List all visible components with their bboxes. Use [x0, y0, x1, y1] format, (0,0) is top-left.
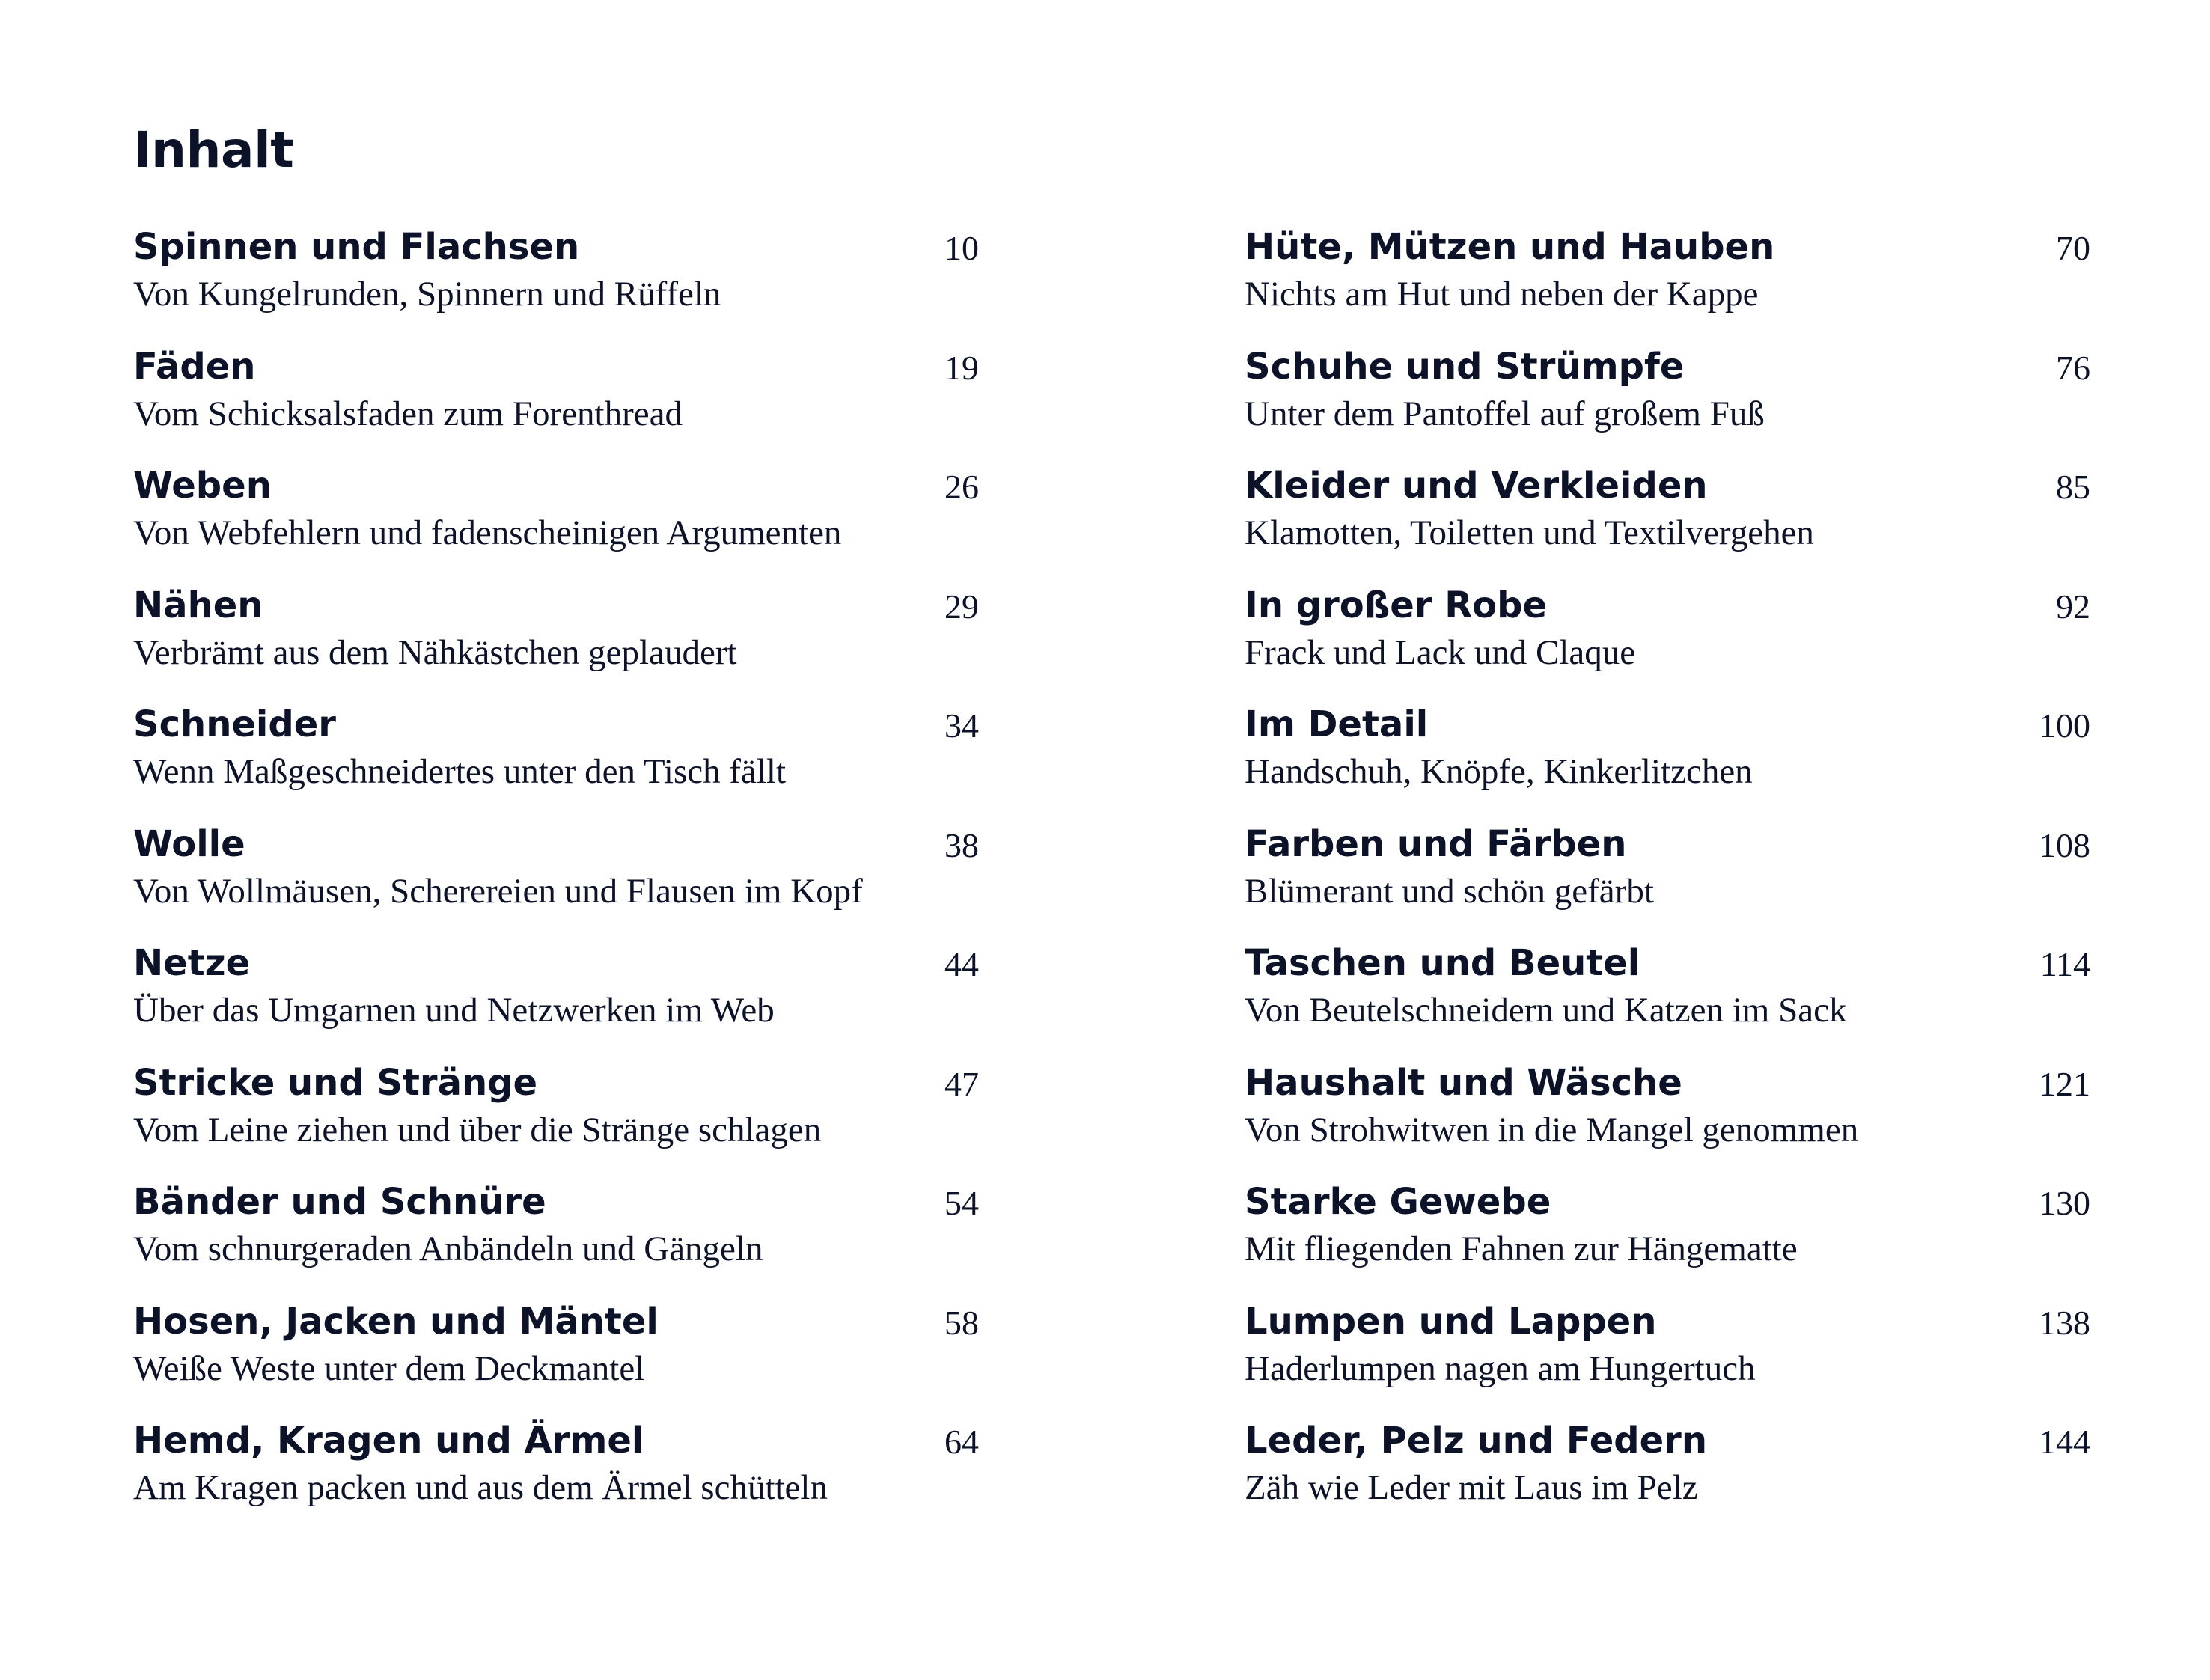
toc-entry-subtitle: Von Webfehlern und fadenscheinigen Argumenten — [133, 513, 842, 552]
toc-entry-subtitle: Klamotten, Toiletten und Textilvergehen — [1245, 513, 1814, 552]
toc-entry-title: Fäden — [133, 345, 256, 388]
toc-entry-title: Lumpen und Lappen — [1245, 1300, 1657, 1343]
toc-entry-page-number: 114 — [2039, 945, 2090, 983]
toc-column-left — [133, 223, 979, 1536]
toc-entry-subtitle: Handschuh, Knöpfe, Kinkerlitzchen — [1245, 752, 1753, 791]
toc-entry-title: Kleider und Verkleiden — [1245, 465, 1708, 507]
toc-entry-page-number: 130 — [2039, 1184, 2090, 1222]
toc-column-right — [1245, 223, 2090, 1536]
toc-entry-title: Weben — [133, 465, 272, 507]
toc-entry[interactable] — [1245, 1417, 2090, 1536]
toc-entry-subtitle: Wenn Maßgeschneidertes unter den Tisch fällt — [133, 752, 787, 791]
toc-entry-title: Stricke und Stränge — [133, 1061, 538, 1104]
toc-entry[interactable] — [1245, 1178, 2090, 1298]
toc-entry-page-number: 47 — [944, 1064, 979, 1103]
toc-entry-title: Im Detail — [1245, 703, 1429, 745]
toc-entry-title: Leder, Pelz und Federn — [1245, 1420, 1708, 1461]
toc-entry-title: Spinnen und Flachsen — [133, 226, 580, 268]
toc-entry-subtitle: Von Kungelrunden, Spinnern und Rüffeln — [133, 275, 721, 314]
toc-entry[interactable] — [133, 1298, 979, 1417]
toc-entry-page-number: 70 — [2056, 229, 2090, 267]
toc-entry[interactable] — [1245, 820, 2090, 940]
toc-entry-title: Bänder und Schnüre — [133, 1181, 546, 1223]
toc-entry-page-number: 76 — [2056, 348, 2090, 387]
toc-entry-page-number: 26 — [944, 468, 979, 506]
toc-entry-subtitle: Vom Leine ziehen und über die Stränge schlagen — [133, 1110, 822, 1149]
toc-entry-title: Farben und Färben — [1245, 822, 1627, 865]
toc-entry-page-number: 92 — [2056, 587, 2090, 626]
toc-entry-page-number: 108 — [2039, 825, 2090, 864]
toc-entry-page-number: 44 — [944, 945, 979, 983]
toc-entry[interactable] — [1245, 581, 2090, 701]
toc-entry-subtitle: Blümerant und schön gefärbt — [1245, 871, 1654, 911]
toc-entry[interactable] — [1245, 343, 2090, 462]
toc-entry-page-number: 54 — [944, 1184, 979, 1222]
toc-entry-title: Schuhe und Strümpfe — [1245, 345, 1685, 388]
toc-entry-page-number: 144 — [2039, 1423, 2090, 1461]
toc-entry-subtitle: Vom Schicksalsfaden zum Forenthread — [133, 394, 683, 433]
toc-entry-subtitle: Von Strohwitwen in die Mangel genommen — [1245, 1110, 1859, 1149]
toc-entry[interactable] — [133, 820, 979, 940]
toc-entry-title: Taschen und Beutel — [1245, 942, 1640, 984]
toc-entry-subtitle: Haderlumpen nagen am Hungertuch — [1245, 1348, 1756, 1388]
toc-entry-title: Wolle — [133, 822, 245, 865]
toc-entry-title: Starke Gewebe — [1245, 1181, 1551, 1223]
toc-entry-page-number: 100 — [2039, 706, 2090, 745]
toc-entry[interactable] — [1245, 1298, 2090, 1417]
toc-entry-page-number: 29 — [944, 587, 979, 626]
toc-entry-page-number: 121 — [2039, 1064, 2090, 1103]
toc-entry-title: Hüte, Mützen und Hauben — [1245, 226, 1775, 268]
toc-entry[interactable] — [133, 223, 979, 343]
toc-entry-subtitle: Unter dem Pantoffel auf großem Fuß — [1245, 394, 1765, 433]
toc-entry[interactable] — [1245, 939, 2090, 1059]
toc-entry-subtitle: Am Kragen packen und aus dem Ärmel schütteln — [133, 1468, 828, 1507]
toc-entry-subtitle: Über das Umgarnen und Netzwerken im Web — [133, 991, 775, 1030]
toc-entry-page-number: 38 — [944, 825, 979, 864]
toc-entry[interactable] — [133, 1417, 979, 1536]
toc-entry-page-number: 34 — [944, 706, 979, 745]
toc-entry[interactable] — [1245, 223, 2090, 343]
toc-entry-title: In großer Robe — [1245, 584, 1548, 626]
toc-entry-subtitle: Vom schnurgeraden Anbändeln und Gängeln — [133, 1230, 763, 1268]
page-title: Inhalt — [133, 121, 294, 179]
toc-entry-subtitle: Weiße Weste unter dem Deckmantel — [133, 1348, 645, 1388]
toc-entry[interactable] — [133, 1178, 979, 1298]
toc-entry-page-number: 58 — [944, 1303, 979, 1342]
toc-entry-title: Schneider — [133, 703, 336, 745]
toc-entry-title: Hemd, Kragen und Ärmel — [133, 1420, 644, 1461]
toc-entry-subtitle: Zäh wie Leder mit Laus im Pelz — [1245, 1468, 1698, 1507]
toc-entry-title: Haushalt und Wäsche — [1245, 1061, 1682, 1104]
toc-entry-page-number: 19 — [944, 348, 979, 387]
toc-entry[interactable] — [133, 462, 979, 581]
toc-entry-page-number: 85 — [2056, 468, 2090, 506]
toc-entry-page-number: 10 — [944, 229, 979, 267]
toc-entry[interactable] — [133, 700, 979, 820]
toc-entry[interactable] — [133, 1059, 979, 1179]
toc-entry-title: Netze — [133, 942, 251, 984]
toc-entry[interactable] — [1245, 700, 2090, 820]
toc-entry-title: Hosen, Jacken und Mäntel — [133, 1300, 659, 1343]
toc-entry[interactable] — [1245, 1059, 2090, 1179]
toc-entry[interactable] — [133, 343, 979, 462]
toc-entry-subtitle: Von Beutelschneidern und Katzen im Sack — [1245, 991, 1847, 1030]
toc-entry-title: Nähen — [133, 584, 263, 626]
toc-entry-page-number: 64 — [944, 1423, 979, 1461]
toc-entry[interactable] — [1245, 462, 2090, 581]
toc-entry-subtitle: Von Wollmäusen, Scherereien und Flausen im Kopf — [133, 871, 863, 911]
toc-entry[interactable] — [133, 939, 979, 1059]
toc-entry-subtitle: Mit fliegenden Fahnen zur Hängematte — [1245, 1230, 1798, 1268]
toc-entry-subtitle: Verbrämt aus dem Nähkästchen geplaudert — [133, 632, 737, 672]
toc-entry-subtitle: Frack und Lack und Claque — [1245, 632, 1636, 672]
toc-entry-subtitle: Nichts am Hut und neben der Kappe — [1245, 275, 1759, 314]
toc-entry-page-number: 138 — [2039, 1303, 2090, 1342]
toc-entry[interactable] — [133, 581, 979, 701]
